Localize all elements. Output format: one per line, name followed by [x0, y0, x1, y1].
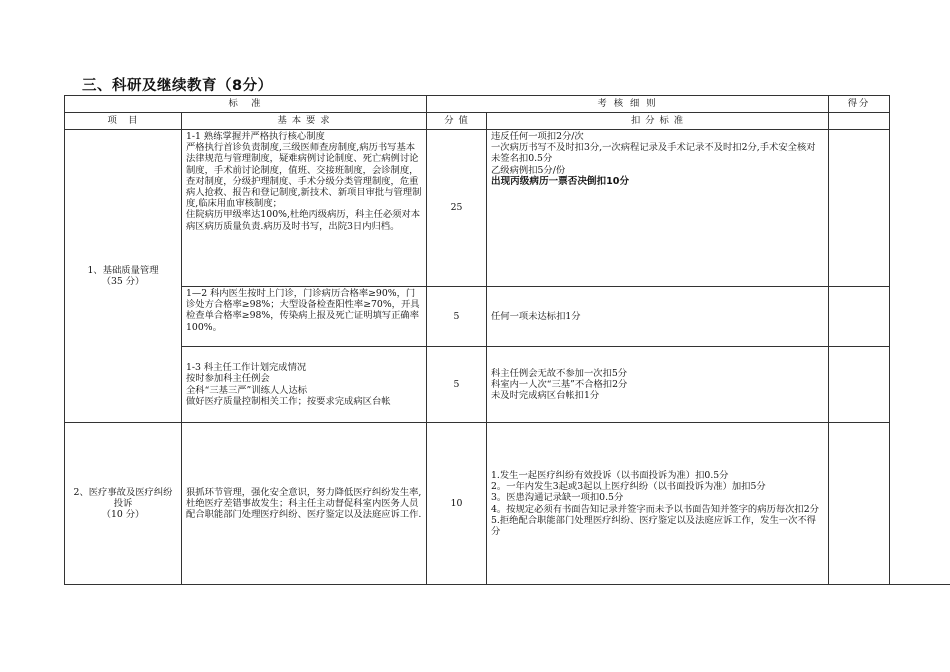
requirement-text: 1-3 科主任工作计划完成情况 按时参加科主任例会 全科“三基三严”训练人人达标 做好医疗质量控制相关工作；按要求完成病区台帐 [186, 362, 391, 407]
score-cell [829, 347, 890, 423]
requirement-text: 狠抓环节管理，强化安全意识，努力降低医疗纠纷发生率,杜绝医疗差错事故发生；科主任主动督促科室内医务人员配合职能部门处理医疗纠纷、医疗鉴定以及法庭应诉工作. [186, 486, 422, 521]
project-name: 2、医疗事故及医疗纠纷投诉 [73, 486, 173, 509]
header-score: 得分 [829, 96, 890, 113]
assessment-table [64, 95, 890, 585]
points-cell: 25 [427, 130, 487, 287]
deduction-cell [487, 423, 829, 585]
project-points: （10 分） [101, 509, 145, 521]
deduction-line: 科主任例会无故不参加一次扣5分 [491, 367, 628, 379]
points-cell: 5 [427, 347, 487, 423]
deduction-veto-line: 出现丙级病历一票否决倒扣10分 [491, 175, 630, 187]
deduction-cell [487, 347, 829, 423]
table-row [65, 347, 890, 423]
project-name: 1、基础质量管理 [87, 264, 159, 276]
requirement-text: 1—2 科内医生按时上门诊，门诊病历合格率≥90%，门诊处方合格率≥98%；大型设备检查阳性率≥70%，开具检查单合格率≥98%，传染病上报及死亡证明填写正确率100%。 [186, 288, 420, 333]
project-points: （35 分） [101, 276, 145, 287]
header-points: 分 值 [427, 113, 487, 130]
header-row-2 [65, 113, 890, 130]
project-cell-1 [65, 130, 182, 423]
page-title: 三、科研及继续教育（8分） [82, 78, 273, 94]
deduction-line: 3。医患沟通记录缺一项扣0.5分 [491, 492, 624, 504]
header-project: 项 目 [65, 113, 182, 130]
deduction-line: 未及时完成病区台帐扣1分 [491, 390, 600, 402]
score-cell [829, 130, 890, 287]
requirement-cell [182, 347, 427, 423]
deduction-line: 2。一年内发生3起或3起以上医疗纠纷（以书面投诉为准）加扣5分 [491, 481, 766, 493]
deduction-line: 乙级病例扣5分/份 [491, 164, 566, 176]
requirement-text: 1-1 熟练掌握并严格执行核心制度 严格执行首诊负责制度,三级医师查房制度,病历书写基本法律规范与管理制度，疑难病例讨论制度、死亡病例讨论制度，手术前讨论制度，值班、交接班制度，会诊制度，查对制度，分级护理制度、手术分级分类管理制度，危重病人抢救、报告和登记制度,新技术、新项目审批与管理制度,临床用血审核制度； 住院病历甲级率达100%,杜绝丙级病历，科主任必须对本病区病历质量负责.病历及时书写，出院3日内归档。 [186, 131, 422, 232]
header-assessment: 考 核 细 则 [427, 96, 829, 113]
points-cell: 5 [427, 287, 487, 347]
deduction-line: 任何一项未达标扣1分 [491, 310, 581, 322]
deduction-line: 1.发生一起医疗纠纷有效投诉（以书面投诉为准）扣0.5分 [491, 469, 729, 481]
deduction-line: 一次病历书写不及时扣3分,一次病程记录及手术记录不及时扣2分,手术安全核对未签名扣0.5分 [491, 142, 816, 165]
header-standard: 标 准 [65, 96, 427, 113]
deduction-cell [487, 130, 829, 287]
header-row-1 [65, 96, 890, 113]
bottom-rule [128, 584, 950, 585]
requirement-cell [182, 423, 427, 585]
table-row [65, 130, 890, 287]
points-cell: 10 [427, 423, 487, 585]
project-cell-2 [65, 423, 182, 585]
requirement-cell [182, 287, 427, 347]
deduction-line: 科室内一人次“三基”不合格扣2分 [491, 378, 628, 390]
table-row [65, 423, 890, 585]
header-score-blank [829, 113, 890, 130]
header-deduction: 扣 分 标 准 [487, 113, 829, 130]
header-basic-req: 基 本 要 求 [182, 113, 427, 130]
score-cell [829, 423, 890, 585]
table-row [65, 287, 890, 347]
deduction-cell [487, 287, 829, 347]
deduction-line: 违反任何一项扣2分/次 [491, 131, 584, 142]
score-cell [829, 287, 890, 347]
requirement-cell [182, 130, 427, 287]
deduction-line: 4。按规定必须有书面告知记录并签字而未予以书面告知并签字的病历每次扣2分 [491, 503, 819, 515]
deduction-line: 5.拒绝配合职能部门处理医疗纠纷、医疗鉴定以及法庭应诉工作，发生一次不得分 [491, 514, 816, 537]
